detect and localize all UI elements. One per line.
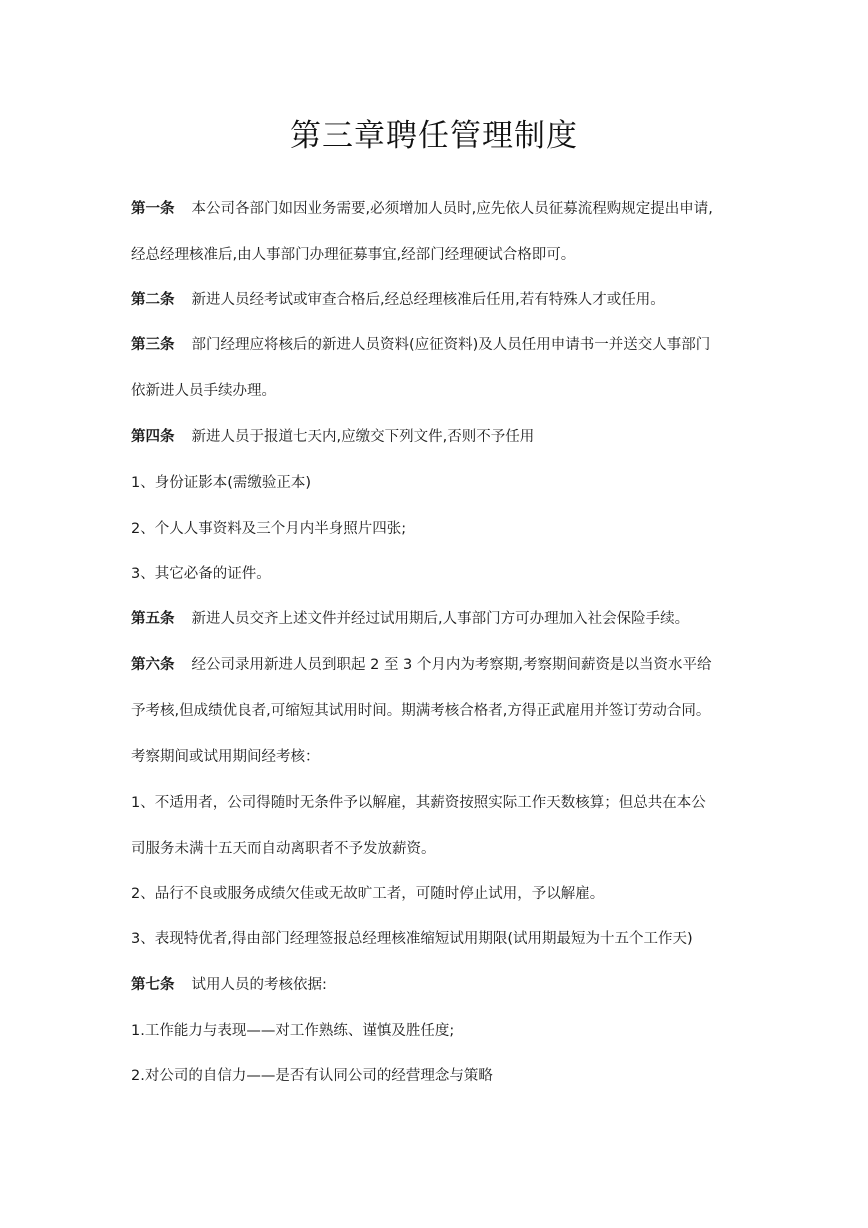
paragraph-line [131, 701, 710, 721]
line-text: 依新进人员手续办理。 [131, 383, 276, 399]
paragraph-line [131, 975, 327, 995]
line-text: 新进人员于报道七天内,应缴交下列文件,否则不予任用 [191, 429, 535, 445]
article-label: 第五条 [131, 611, 175, 627]
list-item [131, 519, 406, 539]
paragraph-line [131, 245, 575, 265]
line-text: 2、品行不良或服务成绩欠佳或无故旷工者，可随时停止试用，予以解雇。 [131, 886, 605, 902]
line-text: 2.对公司的自信力——是否有认同公司的经营理念与策略 [131, 1068, 493, 1084]
list-item [131, 473, 311, 493]
list-item [131, 929, 693, 949]
article-label: 第二条 [131, 292, 175, 308]
list-item [131, 1021, 454, 1041]
paragraph-line [131, 381, 276, 401]
line-text: 考察期间或试用期间经考核： [131, 749, 320, 765]
line-text: 2、个人人事资料及三个月内半身照片四张; [131, 521, 407, 537]
line-text: 3、其它必备的证件。 [131, 566, 271, 582]
article-label: 第六条 [131, 657, 175, 673]
list-item [131, 1066, 493, 1086]
paragraph-line [131, 655, 712, 675]
article-label: 第七条 [131, 977, 175, 993]
line-text: 新进人员交齐上述文件并经过试用期后,人事部门方可办理加入社会保险手续。 [191, 611, 690, 627]
list-item [131, 564, 271, 584]
article-label: 第一条 [131, 201, 175, 217]
paragraph-line [131, 199, 713, 219]
paragraph-line [131, 335, 710, 355]
paragraph-line [131, 427, 534, 447]
line-text: 予考核,但成绩优良者,可缩短其试用时间。期满考核合格者,方得正武雇用并签订劳动合同。 [131, 703, 711, 719]
line-text: 部门经理应将核后的新进人员资料(应征资料)及人员任用申请书一并送交人事部门 [191, 337, 711, 353]
page-title: 第三章聘任管理制度 [290, 118, 578, 154]
paragraph-line [131, 290, 665, 310]
line-text: 经总经理核准后,由人事部门办理征募事宜,经部门经理硬试合格即可。 [131, 247, 576, 263]
line-text: 3、表现特优者,得由部门经理签报总经理核准缩短试用期限(试用期最短为十五个工作天) [131, 931, 693, 947]
line-text: 1、不适用者，公司得随时无条件予以解雇，其薪资按照实际工作天数核算；但总共在本公 [131, 795, 706, 811]
line-text: 1.工作能力与表现——对工作熟练、谨慎及胜任度; [131, 1023, 455, 1039]
paragraph-line [131, 609, 689, 629]
list-item [131, 793, 706, 813]
paragraph-line [131, 839, 436, 859]
paragraph-line [131, 747, 320, 767]
line-text: 1、身份证影本(需缴验正本) [131, 475, 312, 491]
list-item [131, 884, 604, 904]
line-text: 本公司各部门如因业务需要,必须增加人员时,应先依人员征募流程购规定提出申请, [191, 201, 713, 217]
line-text: 新进人员经考试或审查合格后,经总经理核准后任用,若有特殊人才或任用。 [191, 292, 665, 308]
line-text: 试用人员的考核依据: [191, 977, 327, 993]
article-label: 第四条 [131, 429, 175, 445]
article-label: 第三条 [131, 337, 175, 353]
line-text: 司服务未满十五天而自动离职者不予发放薪资。 [131, 841, 436, 857]
line-text: 经公司录用新进人员到职起 2 至 3 个月内为考察期,考察期间薪资是以当资水平给 [191, 657, 712, 673]
